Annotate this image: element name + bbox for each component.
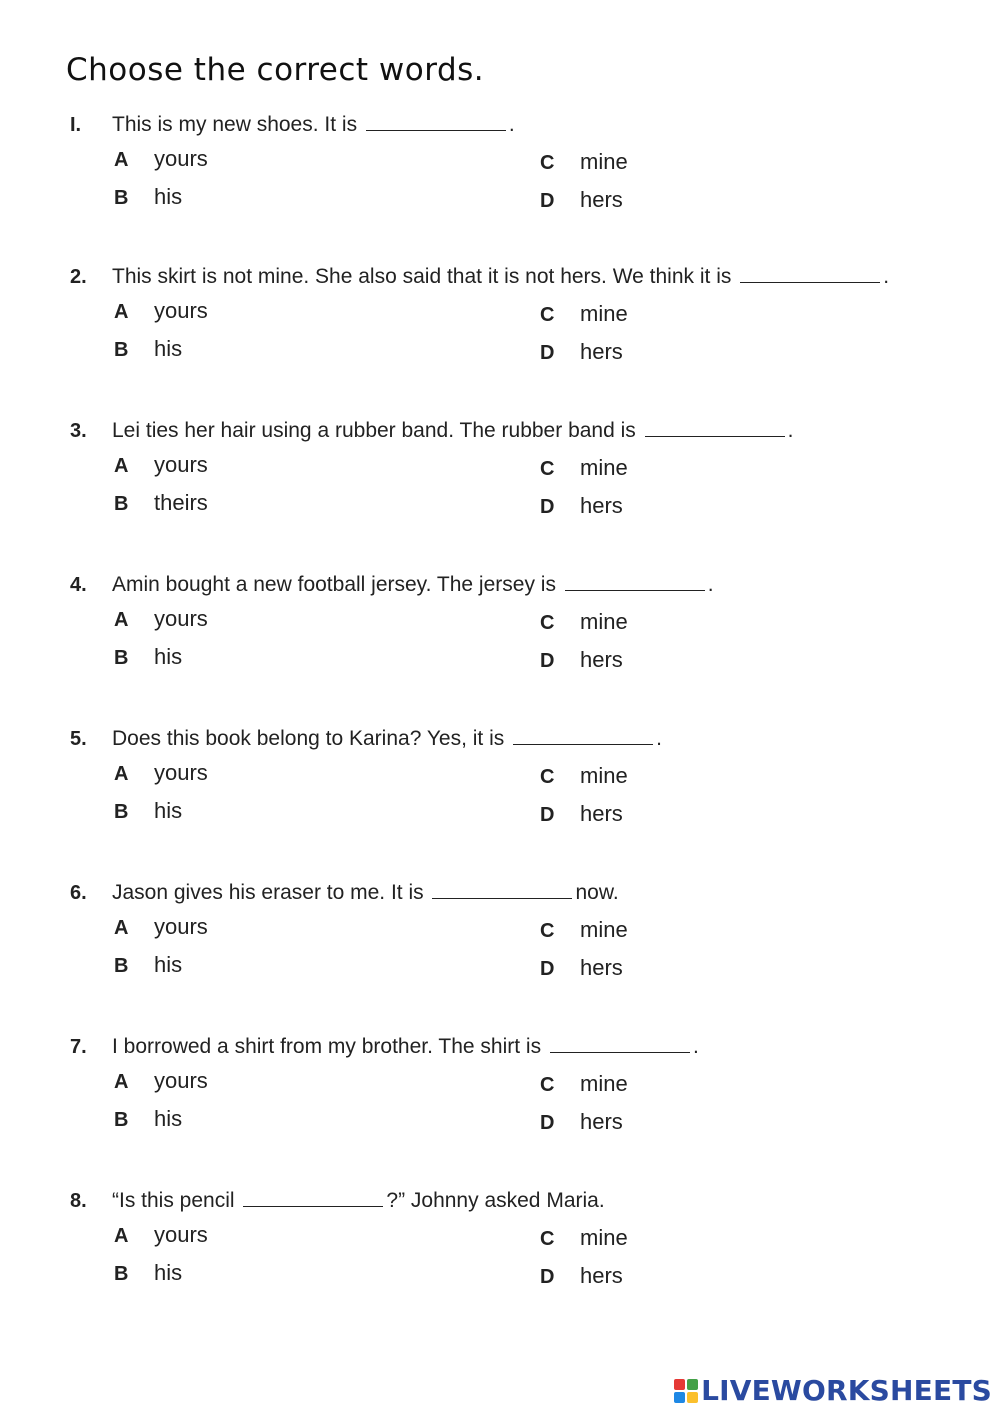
question-ending: now.: [575, 881, 619, 904]
option-letter: B: [114, 187, 129, 209]
logo-square: [674, 1392, 685, 1403]
option-text: his: [154, 952, 183, 977]
question-1: [70, 112, 980, 232]
question-ending: .: [656, 727, 662, 750]
option-b[interactable]: [114, 644, 182, 670]
question-text: [70, 112, 515, 137]
answer-blank[interactable]: [513, 726, 653, 745]
option-text: hers: [580, 493, 623, 518]
option-text: his: [154, 1260, 183, 1285]
option-letter: B: [114, 801, 129, 823]
option-text: his: [154, 336, 183, 361]
question-ending: ?” Johnny asked Maria.: [386, 1189, 605, 1212]
liveworksheets-logo[interactable]: [674, 1374, 992, 1407]
option-text: yours: [154, 1222, 208, 1247]
question-8: [70, 1188, 980, 1308]
option-letter: D: [540, 342, 555, 364]
question-stem: Does this book belong to Karina? Yes, it is: [112, 727, 505, 750]
option-text: his: [154, 644, 183, 669]
option-b[interactable]: [114, 798, 182, 824]
question-ending: .: [883, 265, 890, 288]
question-number: 2.: [70, 266, 87, 288]
option-letter: D: [540, 1266, 555, 1288]
option-text: yours: [154, 146, 208, 171]
option-letter: D: [540, 1112, 555, 1134]
option-a[interactable]: [114, 760, 208, 786]
option-text: mine: [580, 301, 628, 326]
option-letter: A: [114, 763, 129, 785]
logo-square: [674, 1379, 685, 1390]
question-3: [70, 418, 980, 538]
option-text: his: [154, 1106, 183, 1131]
option-letter: B: [114, 493, 129, 515]
option-letter: A: [114, 455, 129, 477]
option-text: yours: [154, 298, 208, 323]
option-text: hers: [580, 1263, 623, 1288]
question-5: [70, 726, 980, 846]
option-c[interactable]: [540, 763, 628, 789]
option-c[interactable]: [540, 1225, 628, 1251]
option-text: mine: [580, 1225, 628, 1250]
question-text: [70, 726, 662, 751]
option-text: yours: [154, 452, 208, 477]
logo-square: [687, 1392, 698, 1403]
option-d[interactable]: [540, 1109, 623, 1135]
option-text: yours: [154, 606, 208, 631]
option-letter: D: [540, 958, 555, 980]
question-text: [70, 880, 619, 905]
option-text: hers: [580, 187, 623, 212]
answer-blank[interactable]: [243, 1188, 383, 1207]
option-a[interactable]: [114, 146, 208, 172]
option-letter: B: [114, 1263, 129, 1285]
option-letter: C: [540, 1228, 555, 1250]
answer-blank[interactable]: [645, 418, 785, 437]
option-d[interactable]: [540, 647, 623, 673]
option-text: hers: [580, 1109, 623, 1134]
question-number: 3.: [70, 420, 87, 442]
option-c[interactable]: [540, 1071, 628, 1097]
option-a[interactable]: [114, 606, 208, 632]
option-b[interactable]: [114, 184, 182, 210]
option-text: his: [154, 798, 183, 823]
option-text: mine: [580, 1071, 628, 1096]
option-letter: D: [540, 190, 555, 212]
option-b[interactable]: [114, 336, 182, 362]
option-a[interactable]: [114, 914, 208, 940]
question-ending: .: [692, 1035, 699, 1058]
logo-grid-icon: [674, 1379, 698, 1403]
option-d[interactable]: [540, 493, 623, 519]
question-ending: .: [707, 573, 714, 596]
option-letter: D: [540, 650, 555, 672]
question-number: 5.: [70, 728, 87, 750]
option-letter: A: [114, 149, 129, 171]
option-letter: A: [114, 917, 129, 939]
option-text: mine: [580, 149, 628, 174]
option-letter: C: [540, 612, 555, 634]
option-text: yours: [154, 914, 208, 939]
question-text: [70, 1034, 699, 1059]
question-stem: “Is this pencil: [112, 1189, 235, 1212]
option-letter: C: [540, 920, 555, 942]
option-a[interactable]: [114, 1222, 208, 1248]
option-d[interactable]: [540, 1263, 623, 1289]
option-letter: C: [540, 1074, 555, 1096]
option-text: hers: [580, 647, 623, 672]
question-number: 4.: [70, 574, 87, 596]
option-text: hers: [580, 801, 623, 826]
option-text: mine: [580, 763, 628, 788]
question-7: [70, 1034, 980, 1154]
question-stem: Jason gives his eraser to me. It is: [112, 881, 424, 904]
option-a[interactable]: [114, 298, 208, 324]
option-d[interactable]: [540, 801, 623, 827]
option-text: his: [154, 184, 183, 209]
question-text: [70, 264, 889, 289]
question-text: [70, 572, 714, 597]
question-6: [70, 880, 980, 1000]
option-a[interactable]: [114, 452, 208, 478]
question-ending: .: [508, 113, 515, 136]
question-2: [70, 264, 980, 384]
question-number: I.: [70, 114, 82, 136]
option-letter: A: [114, 301, 129, 323]
option-text: mine: [580, 917, 628, 942]
question-stem: I borrowed a shirt from my brother. The shirt is: [112, 1035, 542, 1058]
answer-blank[interactable]: [565, 572, 705, 591]
option-letter: D: [540, 496, 555, 518]
question-stem: Amin bought a new football jersey. The jersey is: [112, 573, 556, 596]
option-letter: B: [114, 955, 129, 977]
logo-square: [687, 1379, 698, 1390]
option-letter: B: [114, 1109, 129, 1131]
logo-text: LIVEWORKSHEETS: [701, 1374, 992, 1407]
question-number: 7.: [70, 1036, 87, 1058]
option-letter: B: [114, 339, 129, 361]
option-b[interactable]: [114, 490, 208, 516]
option-d[interactable]: [540, 187, 623, 213]
answer-blank[interactable]: [366, 112, 506, 131]
question-text: [70, 418, 793, 443]
question-stem: This skirt is not mine. She also said that it is not hers. We think it is: [112, 265, 732, 288]
option-d[interactable]: [540, 339, 623, 365]
answer-blank[interactable]: [740, 264, 880, 283]
option-a[interactable]: [114, 1068, 208, 1094]
option-letter: B: [114, 647, 129, 669]
option-b[interactable]: [114, 1260, 182, 1286]
option-text: yours: [154, 760, 208, 785]
option-letter: A: [114, 609, 129, 631]
answer-blank[interactable]: [550, 1034, 690, 1053]
worksheet-title: Choose the correct words.: [66, 52, 485, 88]
question-stem: This is my new shoes. It is: [112, 113, 358, 136]
question-text: [70, 1188, 605, 1213]
answer-blank[interactable]: [432, 880, 572, 899]
option-text: yours: [154, 1068, 208, 1093]
question-ending: .: [787, 419, 794, 442]
option-b[interactable]: [114, 1106, 182, 1132]
option-letter: A: [114, 1071, 129, 1093]
option-letter: C: [540, 152, 555, 174]
option-text: mine: [580, 455, 628, 480]
option-letter: D: [540, 804, 555, 826]
option-text: mine: [580, 609, 628, 634]
option-d[interactable]: [540, 955, 623, 981]
option-c[interactable]: [540, 917, 628, 943]
question-number: 6.: [70, 882, 87, 904]
option-c[interactable]: [540, 301, 628, 327]
option-c[interactable]: [540, 149, 628, 175]
option-text: hers: [580, 955, 623, 980]
option-letter: C: [540, 766, 555, 788]
question-stem: Lei ties her hair using a rubber band. The rubber band is: [112, 419, 636, 442]
option-text: theirs: [154, 490, 208, 515]
option-c[interactable]: [540, 609, 628, 635]
option-b[interactable]: [114, 952, 182, 978]
question-number: 8.: [70, 1190, 87, 1212]
option-text: hers: [580, 339, 623, 364]
option-letter: A: [114, 1225, 129, 1247]
option-c[interactable]: [540, 455, 628, 481]
option-letter: C: [540, 458, 555, 480]
option-letter: C: [540, 304, 555, 326]
question-4: [70, 572, 980, 692]
